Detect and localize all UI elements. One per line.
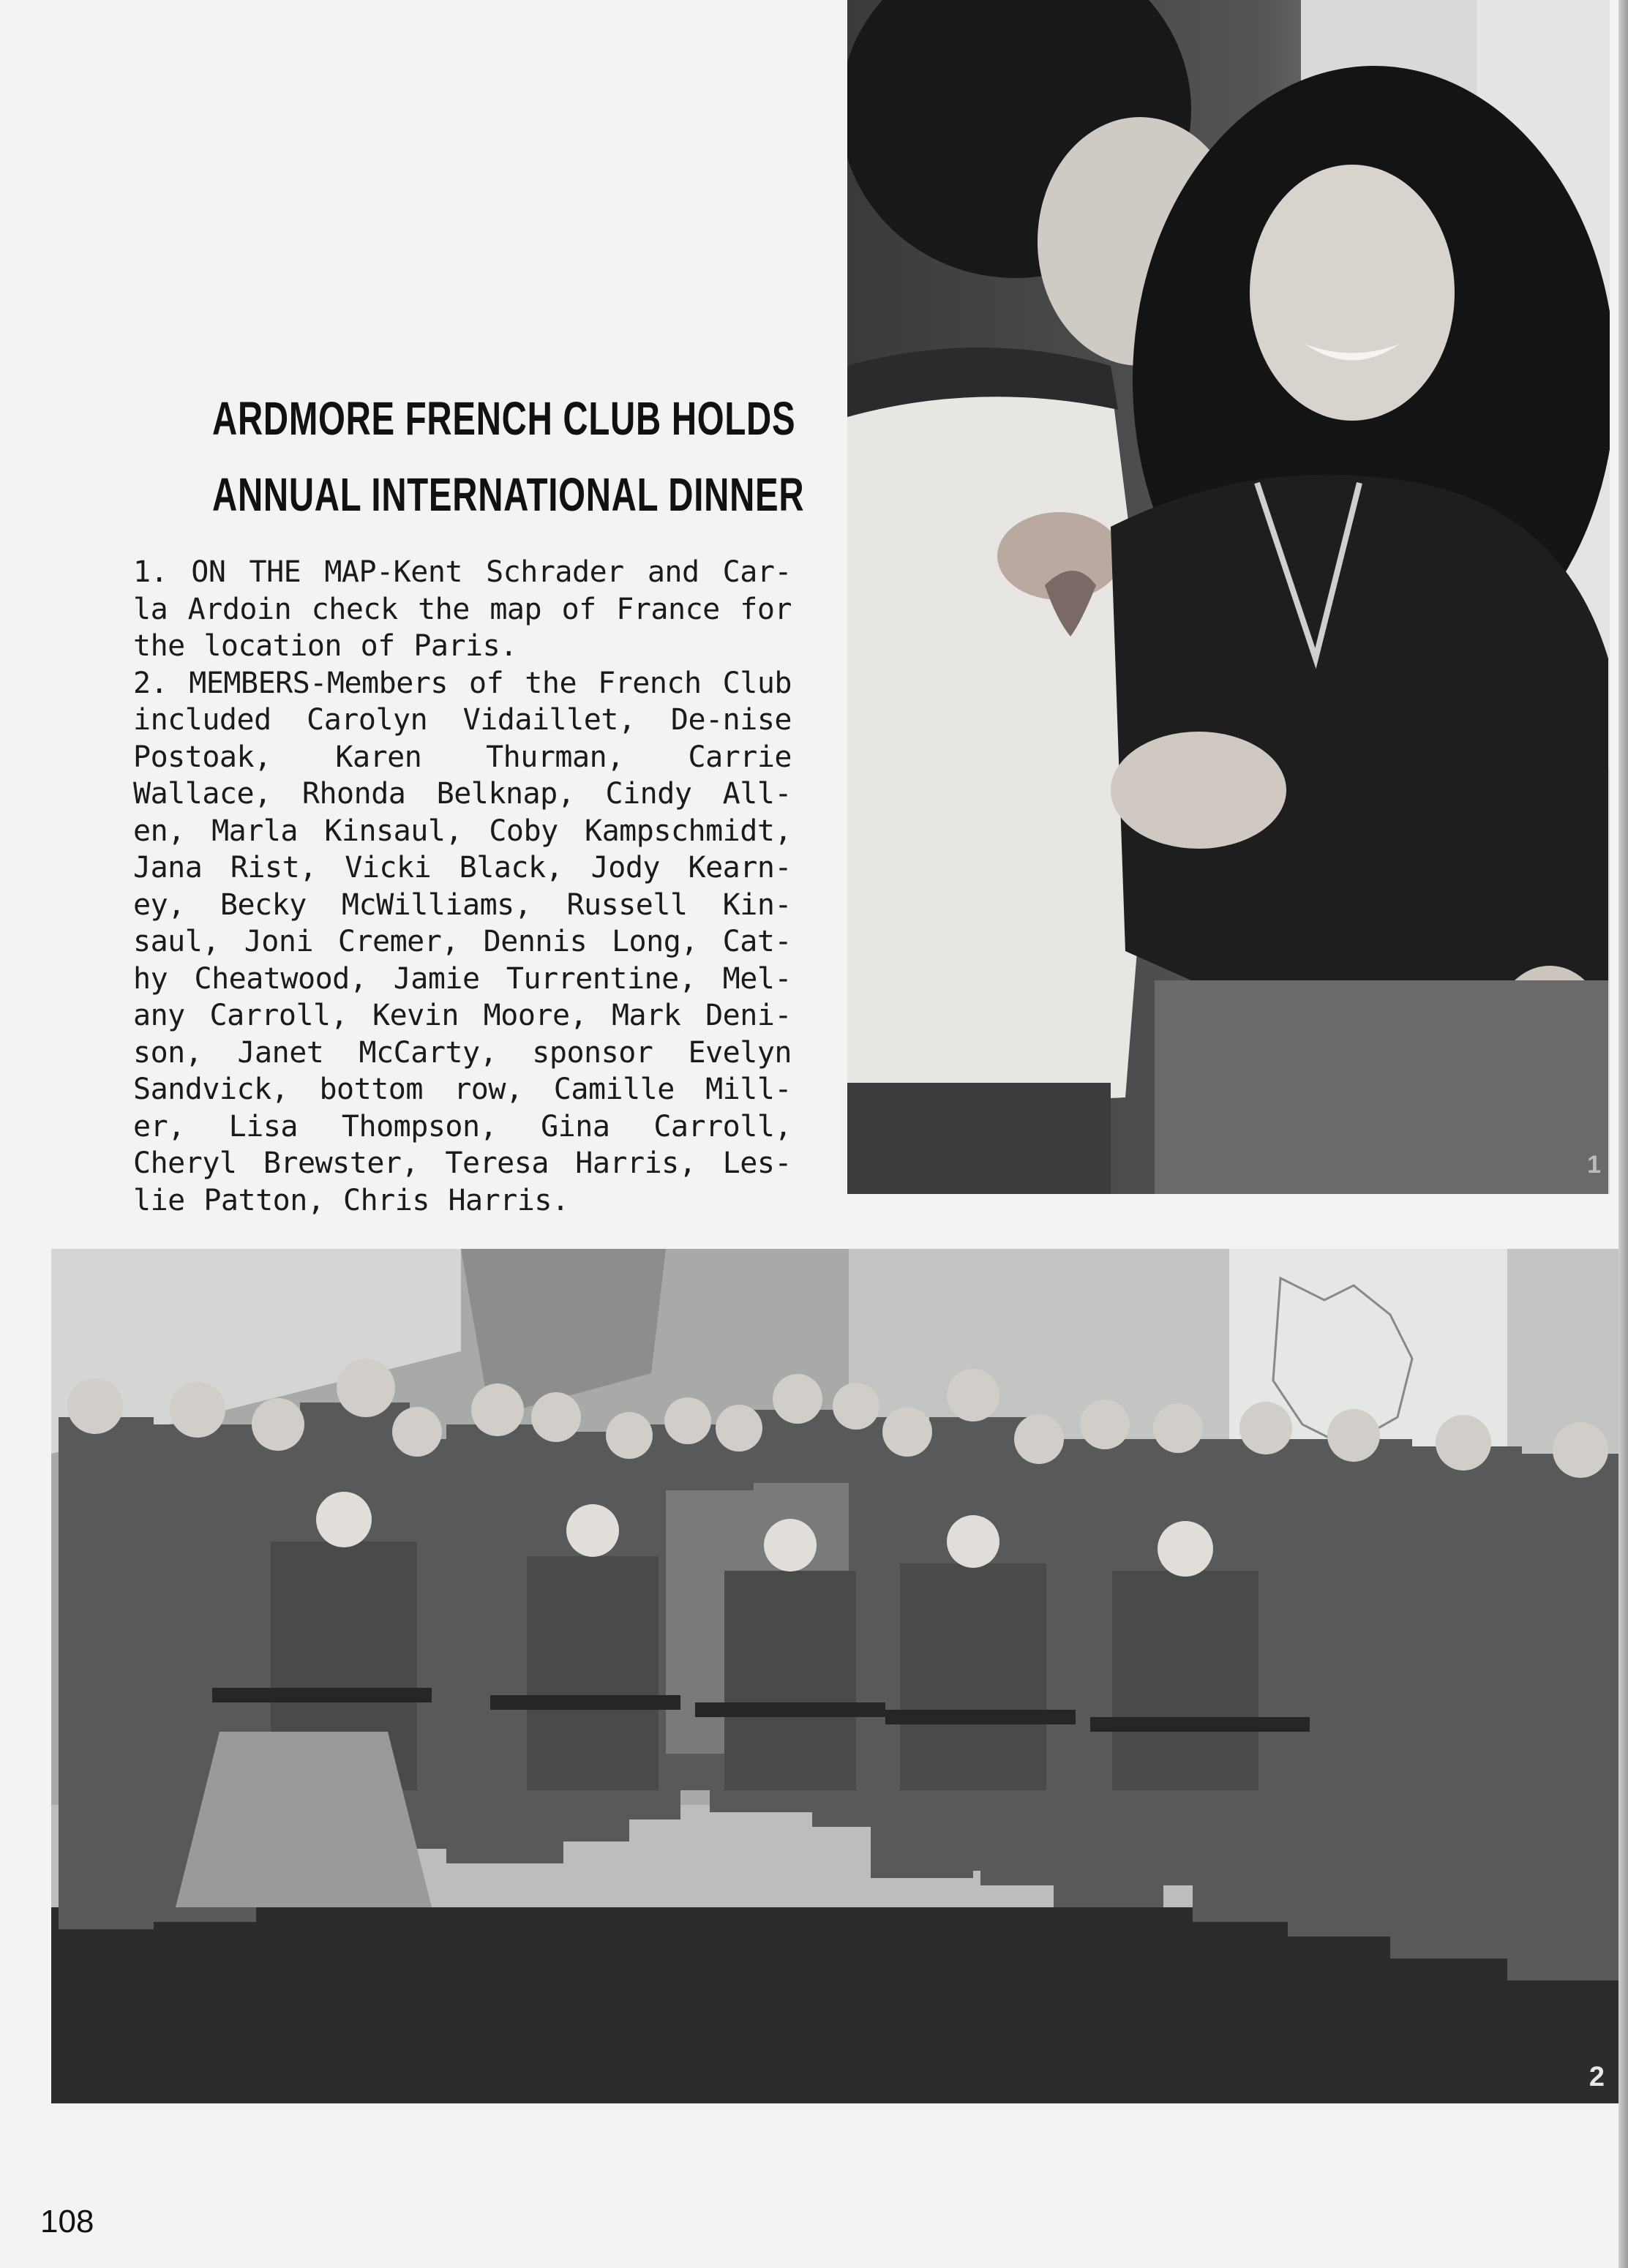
headline-line-2: ANNUAL INTERNATIONAL DINNER [212,468,805,521]
photo-2-image [51,1249,1621,2103]
page-number: 108 [40,2204,94,2239]
headline-line-1: ARDMORE FRENCH CLUB HOLDS [212,392,796,445]
page-edge [1618,0,1628,2268]
photo-captions [133,554,792,1219]
caption-1: 1. ON THE MAP-Kent Schrader and Car-la Ardoin check the map of France for the location of Paris. [133,555,792,663]
photo-group-members [51,1249,1621,2103]
photo-2-number: 2 [1588,2062,1605,2092]
caption-2: 2. MEMBERS-Members of the French Club included Carolyn Vidaillet, De-nise Postoak, Karen Thurman, Carrie Wallace, Rhonda Belknap, Cindy All-en, Marla Kinsaul, Coby Kampschmidt, Jana Rist, Vicki Black, Jody Kearn-ey, Becky McWilliams, Russell Kin-saul, Joni Cremer, Dennis Long, Cat-hy Cheatwood, Jamie Turrentine, Mel-any Carroll, Kevin Moore, Mark Deni-son, Janet McCarty, sponsor Evelyn Sandvick, bottom row, Camille Mill-er, Lisa Thompson, Gina Carroll, Cheryl Brewster, Teresa Harris, Les-lie Patton, Chris Harris. [133,666,792,1217]
photo-map-check [847,0,1610,1194]
photo-1-number: 1 [1587,1151,1601,1179]
article-headline [212,380,805,533]
photo-1-image [847,0,1610,1194]
